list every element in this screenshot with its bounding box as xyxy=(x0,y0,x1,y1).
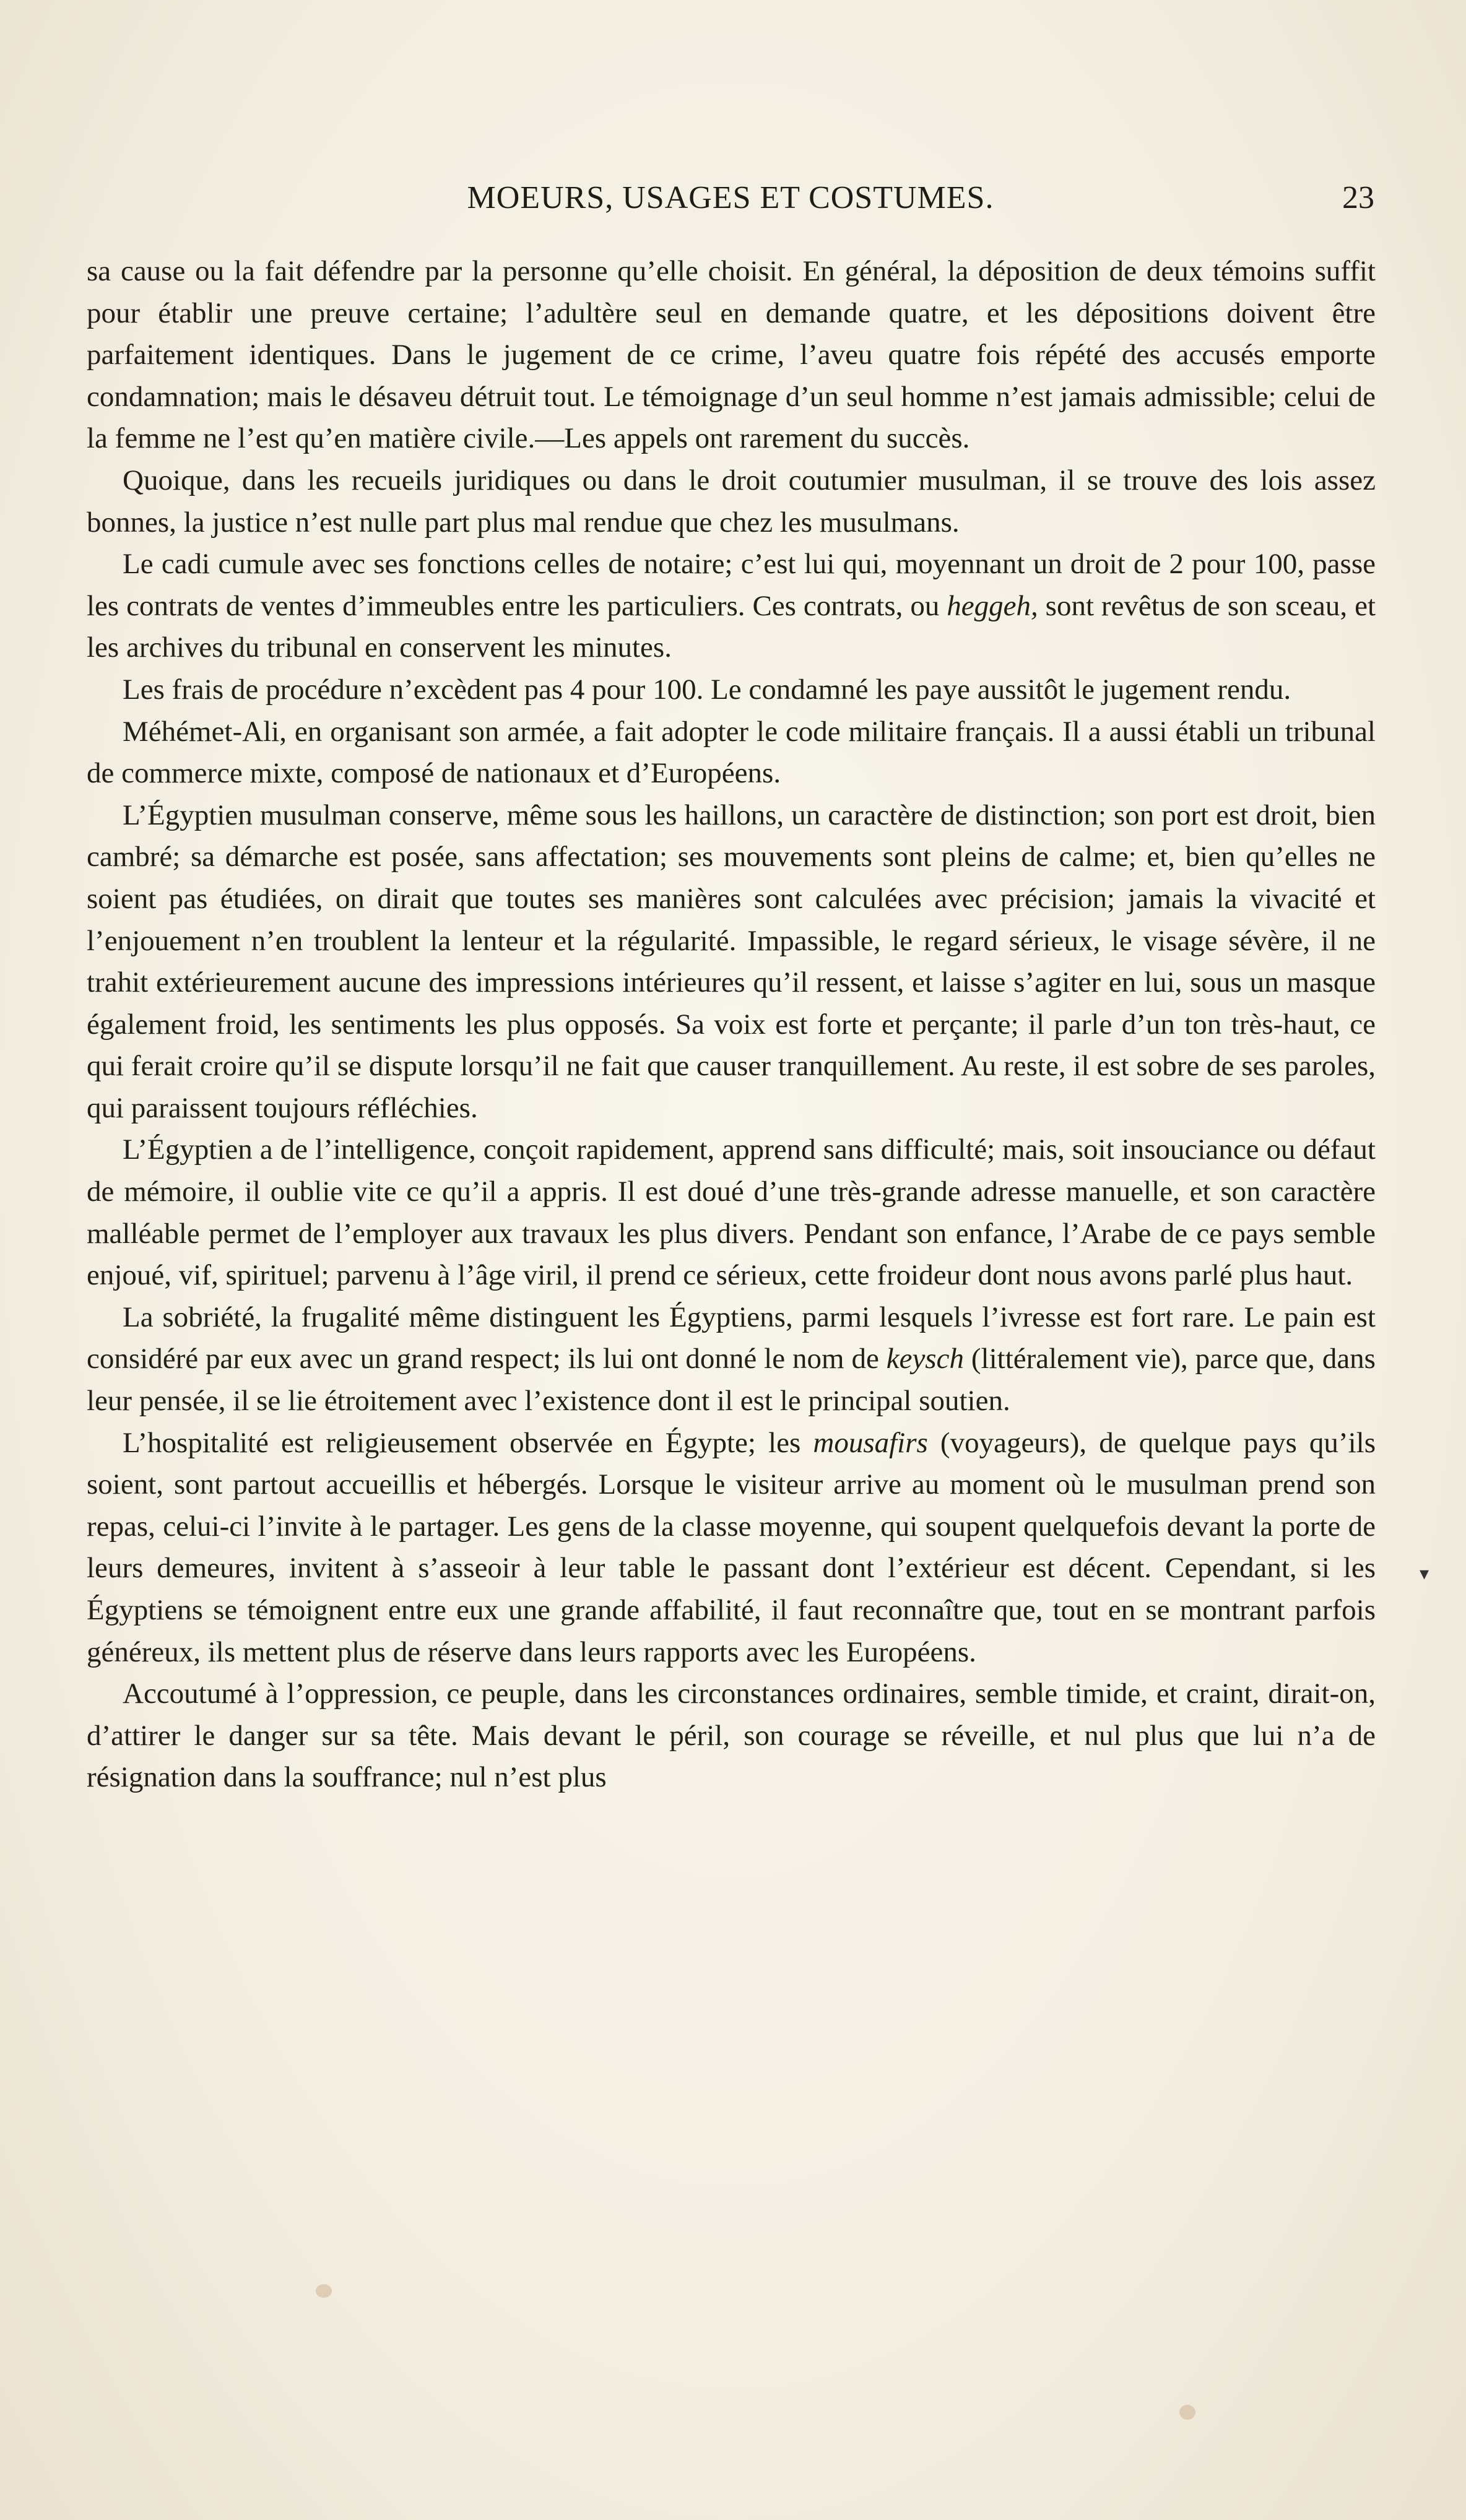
paper-stain xyxy=(316,2284,332,2298)
margin-mark: ▾ xyxy=(1419,1563,1429,1585)
paragraph-text: (littéralement vie), parce que, dans leur pensée, il se lie étroitement avec l’existence dont il est le principal soutien. xyxy=(87,1343,1376,1418)
paragraph-text: Le cadi cumule avec ses fonctions celles de notaire; c’est lui qui, moyennant un droit de 2 pour 100, passe les contrats de ventes d’immeubles entre les particuliers. Ces contrats, ou xyxy=(87,548,1376,622)
paragraph-text: Accoutumé à l’oppression, ce peuple, dans les circonstances ordinaires, semble timide, et craint, dirait-on, d’attirer le danger sur sa tête. Mais devant le péril, son courage se réveille, et nul plus que lui n’a de résignation dans la souffrance; nul n’est plus xyxy=(87,1678,1376,1794)
paper-stain xyxy=(1179,2405,1195,2420)
paragraph xyxy=(87,543,1376,669)
page-number: 23 xyxy=(1342,180,1374,215)
italic-term: mousafirs xyxy=(813,1426,928,1459)
paragraph xyxy=(87,1129,1376,1296)
running-title: MOEURS, USAGES ET COSTUMES. xyxy=(467,180,994,215)
paragraph-text: L’Égyptien a de l’intelligence, conçoit rapidement, apprend sans difficulté; mais, soit insouciance ou défaut de mémoire, il oublie vite ce qu’il a appris. Il est doué d’une très-grande adresse manuelle, et son caractère malléable permet de l’employer aux travaux les plus divers. Pendant son enfance, l’Arabe de ce pays semble enjoué, vif, spirituel; parvenu à l’âge viril, il prend ce sérieux, cette froideur dont nous avons parlé plus haut. xyxy=(87,1133,1376,1292)
paragraph-text: Méhémet-Ali, en organisant son armée, a fait adopter le code militaire français. Il a aussi établi un tribunal de commerce mixte, composé de nationaux et d’Européens. xyxy=(87,715,1376,790)
paragraph xyxy=(87,711,1376,795)
paper-stain xyxy=(830,1647,838,1654)
paragraph-text: (voyageurs), de quelque pays qu’ils soient, sont partout accueillis et hébergés. Lorsque le visiteur arrive au moment où le musulman prend son repas, celui-ci l’invite à le partager. Les gens de la classe moyenne, qui soupent quelquefois devant la porte de leurs demeures, invitent à s’asseoir à leur table le passant dont l’extérieur est décent. Cependant, si les Égyptiens se témoignent entre eux une grande affabilité, il faut reconnaître que, tout en se montrant parfois généreux, ils mettent plus de réserve dans leurs rapports avec les Européens. xyxy=(87,1426,1376,1668)
paragraph-text: Quoique, dans les recueils juridiques ou dans le droit coutumier musulman, il se trouve des lois assez bonnes, la justice n’est nulle part plus mal rendue que chez les musulmans. xyxy=(87,464,1376,539)
paragraph-text: Les frais de procédure n’excèdent pas 4 pour 100. Le condamné les paye aussitôt le jugement rendu. xyxy=(123,673,1291,706)
paragraph-text: sont revêtus de son sceau, et les archives du tribunal en conservent les minutes. xyxy=(87,589,1376,664)
paragraph xyxy=(87,1673,1376,1799)
paragraph xyxy=(87,251,1376,460)
paragraph xyxy=(87,669,1376,711)
italic-term: keysch xyxy=(886,1343,964,1375)
paragraph xyxy=(87,1422,1376,1674)
paragraph xyxy=(87,460,1376,543)
running-head xyxy=(87,180,1374,223)
paragraph-text: L’Égyptien musulman conserve, même sous les haillons, un caractère de distinction; son port est droit, bien cambré; sa démarche est posée, sans affectation; ses mouvements sont pleins de calme; et, bien qu’elles ne soient pas étudiées, on dirait que toutes ses manières sont calculées avec précision; jamais la vivacité et l’enjouement n’en troublent la lenteur et la régularité. Impassible, le regard sérieux, le visage sévère, il ne trahit extérieurement aucune des impressions intérieures qu’il ressent, et laisse s’agiter en lui, sous un masque également froid, les sentiments les plus opposés. Sa voix est forte et perçante; il parle d’un ton très-haut, ce qui ferait croire qu’il se dispute lorsqu’il ne fait que causer tranquillement. Au reste, il est sobre de ses paroles, qui paraissent toujours réfléchies. xyxy=(87,799,1376,1124)
paragraph-text: La sobriété, la frugalité même distinguent les Égyptiens, parmi lesquels l’ivresse est fort rare. Le pain est considéré par eux avec un grand respect; ils lui ont donné le nom de xyxy=(87,1301,1376,1375)
body-text xyxy=(87,251,1376,1799)
paragraph-text: sa cause ou la fait défendre par la personne qu’elle choisit. En général, la déposition de deux témoins suffit pour établir une preuve certaine; l’adultère seul en demande quatre, et les dépositions doivent être parfaitement identiques. Dans le jugement de ce crime, l’aveu quatre fois répété des accusés emporte condamnation; mais le désaveu détruit tout. Le témoignage d’un seul homme n’est jamais admissible; celui de la femme ne l’est qu’en matière civile.—Les appels ont rarement du succès. xyxy=(87,255,1376,455)
paragraph-text: L’hospitalité est religieusement observée en Égypte; les xyxy=(123,1426,813,1459)
paragraph xyxy=(87,1297,1376,1422)
paragraph xyxy=(87,795,1376,1130)
italic-term: heggeh, xyxy=(947,589,1038,622)
